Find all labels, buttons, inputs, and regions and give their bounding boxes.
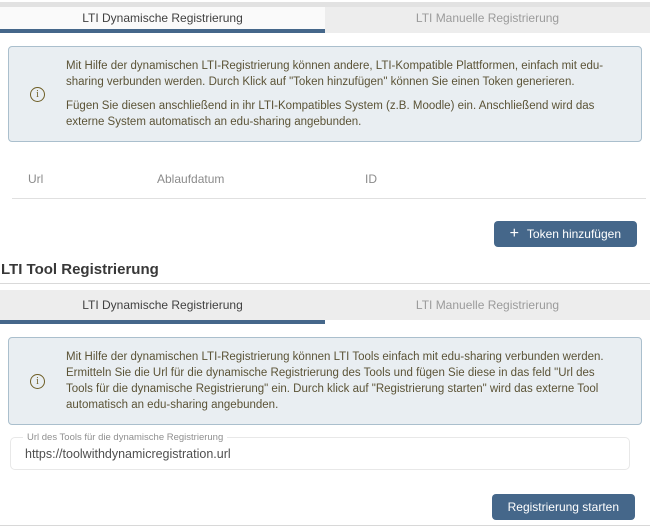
column-header-ablaufdatum: Ablaufdatum (157, 172, 225, 186)
token-registration-section (0, 2, 650, 247)
tool-registration-section (0, 261, 650, 526)
tool-info-text (66, 349, 623, 413)
tool-info-paragraph-1: Mit Hilfe der dynamischen LTI-Registrierung können LTI Tools einfach mit edu-sharing verbunden werden. (66, 351, 604, 363)
url-field-label: Url des Tools für die dynamische Registrierung (23, 432, 227, 443)
token-table-header (0, 172, 650, 186)
info-icon: i (30, 374, 45, 389)
token-info-banner (8, 46, 642, 142)
active-tab-indicator (0, 29, 325, 33)
add-token-button-label: Token hinzufügen (526, 227, 621, 241)
url-field-container (10, 432, 630, 470)
tool-tabbar (0, 290, 650, 320)
start-registration-button[interactable] (492, 494, 635, 520)
token-tabbar (0, 7, 650, 29)
tool-info-banner (8, 337, 642, 425)
tab-lti-dynamische-registrierung[interactable]: LTI Dynamische Registrierung (0, 7, 325, 29)
section-title-divider (0, 283, 650, 284)
tool-info-paragraph-2: Ermitteln Sie die Url für die dynamische Registrierung des Tools und fügen Sie diese in das feld "Url des Tools für die dynamische Registrierung" ein. Durch klick auf "Registrierung starten" wird das externe Tool automatisch an edu-sharing angebunden. (66, 367, 599, 411)
start-registration-button-label: Registrierung starten (507, 500, 619, 514)
token-info-paragraph-2: Fügen Sie diesen anschließend in ihr LTI-Kompatibles System (z.B. Moodle) ein. Anschließend wird das externe System automatisch an edu-sharing angebunden. (66, 100, 595, 128)
token-info-text (66, 58, 623, 130)
plus-icon: + (509, 225, 519, 242)
token-tab-indicator-row (0, 29, 650, 33)
info-icon: i (30, 87, 45, 102)
column-header-id: ID (365, 172, 377, 186)
tool-tab-indicator-row (0, 320, 650, 324)
column-header-url: Url (28, 172, 44, 186)
tab-tool-lti-dynamische-registrierung[interactable]: LTI Dynamische Registrierung (0, 290, 325, 320)
token-info-paragraph-1: Mit Hilfe der dynamischen LTI-Registrierung können andere, LTI-Kompatible Plattformen, einfach mit edu-sharing verbunden werden. Durch Klick auf "Token hinzufügen" können Sie einen Token generieren. (66, 60, 604, 88)
tab-tool-lti-manuelle-registrierung[interactable]: LTI Manuelle Registrierung (325, 290, 650, 320)
add-token-button[interactable] (494, 221, 637, 247)
active-tab-indicator (0, 320, 325, 324)
section-title: LTI Tool Registrierung (1, 261, 159, 278)
tab-lti-manuelle-registrierung[interactable]: LTI Manuelle Registrierung (325, 7, 650, 29)
token-table-divider (12, 198, 646, 199)
